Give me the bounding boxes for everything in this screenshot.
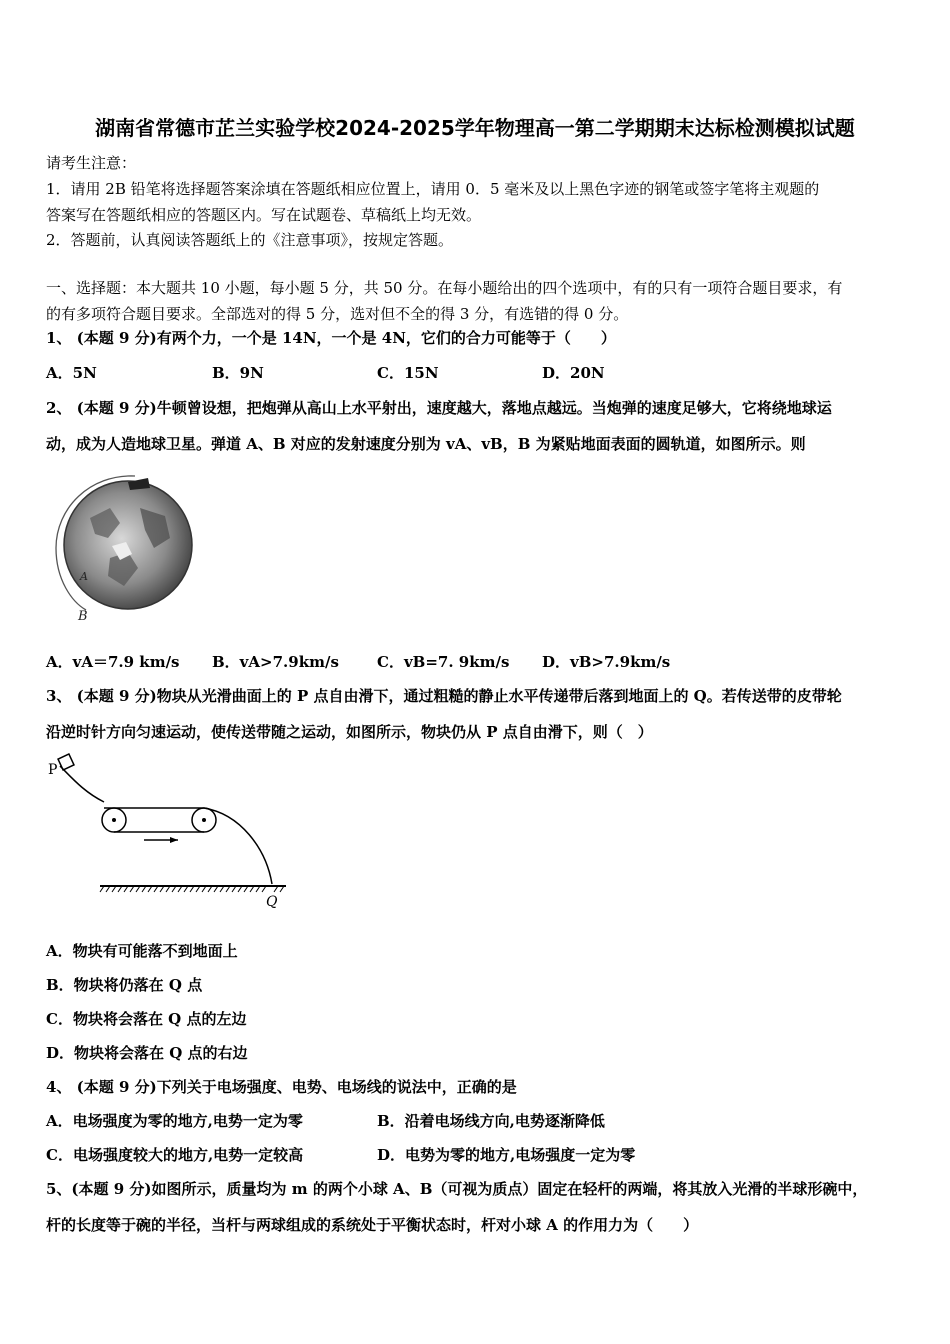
- q2-stem-b: 动，成为人造地球卫星。弹道 A、B 对应的发射速度分别为 vA、vB，B 为紧贴地面表面的圆轨道，如图所示。则: [46, 435, 806, 453]
- earth-orbit-figure: [50, 468, 200, 624]
- q3-option-a: A．物块有可能落不到地面上: [46, 942, 238, 960]
- q1-option-d: D．20N: [542, 364, 605, 382]
- q4-option-d: D．电势为零的地方,电场强度一定为零: [377, 1146, 636, 1164]
- q3-stem-b: 沿逆时针方向匀速运动，使传送带随之运动，如图所示，物块仍从 P 点自由滑下，则（ ）: [46, 723, 653, 741]
- notice-heading: 请考生注意：: [46, 154, 137, 172]
- earth-globe: [64, 481, 192, 609]
- q1-option-a: A．5N: [46, 364, 97, 382]
- mountain-cannon: [128, 478, 150, 490]
- q3-stem-a: 3、 (本题 9 分)物块从光滑曲面上的 P 点自由滑下，通过粗糙的静止水平传递带后落到地面上的 Q。若传送带的皮带轮: [46, 687, 842, 705]
- q1-option-b: B．9N: [212, 364, 264, 382]
- notice-item-1a: 1．请用 2B 铅笔将选择题答案涂填在答题纸相应位置上，请用 0．5 毫米及以上黑色字迹的钢笔或签字笔将主观题的: [46, 180, 820, 198]
- q3-option-d: D．物块将会落在 Q 点的右边: [46, 1044, 248, 1062]
- section-intro-line2: 的有多项符合题目要求。全部选对的得 5 分，选对但不全的得 3 分，有选错的得 0 分。: [46, 305, 629, 323]
- fig-label-a: A: [80, 570, 88, 583]
- q4-option-b: B．沿着电场线方向,电势逐渐降低: [377, 1112, 605, 1130]
- section-intro-line1: 一、选择题：本大题共 10 小题，每小题 5 分，共 50 分。在每小题给出的四个选项中，有的只有一项符合题目要求，有: [46, 279, 843, 297]
- q3-option-c: C．物块将会落在 Q 点的左边: [46, 1010, 247, 1028]
- q5-stem-a: 5、(本题 9 分)如图所示，质量均为 m 的两个小球 A、B（可视为质点）固定在轻杆的两端，将其放入光滑的半球形碗中，: [46, 1180, 868, 1198]
- q4-option-c: C．电场强度较大的地方,电势一定较高: [46, 1146, 304, 1164]
- trajectory-path: [204, 808, 272, 884]
- q2-option-c: C．vB=7. 9km/s: [377, 653, 510, 671]
- q2-option-d: D．vB>7.9km/s: [542, 653, 671, 671]
- page-title: 湖南省常德市芷兰实验学校2024-2025学年物理高一第二学期期末达标检测模拟试题: [95, 116, 855, 140]
- q4-option-a: A．电场强度为零的地方,电势一定为零: [46, 1112, 303, 1130]
- q3-option-b: B．物块将仍落在 Q 点: [46, 976, 203, 994]
- q5-stem-b: 杆的长度等于碗的半径，当杆与两球组成的系统处于平衡状态时，杆对小球 A 的作用力为（ ）: [46, 1216, 699, 1234]
- curved-ramp: [60, 766, 104, 802]
- block: [58, 754, 74, 770]
- q2-stem-a: 2、 (本题 9 分)牛顿曾设想，把炮弹从高山上水平射出，速度越大，落地点越远。当炮弹的速度足够大，它将绕地球运: [46, 399, 832, 417]
- fig-label-q: Q: [266, 894, 278, 910]
- fig-label-b: B: [78, 609, 88, 624]
- conveyor-figure: [44, 752, 294, 912]
- q1-stem: 1、 (本题 9 分)有两个力，一个是 14N，一个是 4N，它们的合力可能等于（ ）: [46, 329, 616, 347]
- notice-item-1b: 答案写在答题纸相应的答题区内。写在试题卷、草稿纸上均无效。: [46, 206, 482, 224]
- q2-option-b: B．vA>7.9km/s: [212, 653, 339, 671]
- q1-option-c: C．15N: [377, 364, 439, 382]
- notice-item-2: 2．答题前，认真阅读答题纸上的《注意事项》，按规定答题。: [46, 231, 454, 249]
- fig-label-p: P: [48, 762, 58, 778]
- q4-stem: 4、 (本题 9 分)下列关于电场强度、电势、电场线的说法中，正确的是: [46, 1078, 517, 1096]
- q2-option-a: A．vA＝7.9 km/s: [46, 653, 180, 671]
